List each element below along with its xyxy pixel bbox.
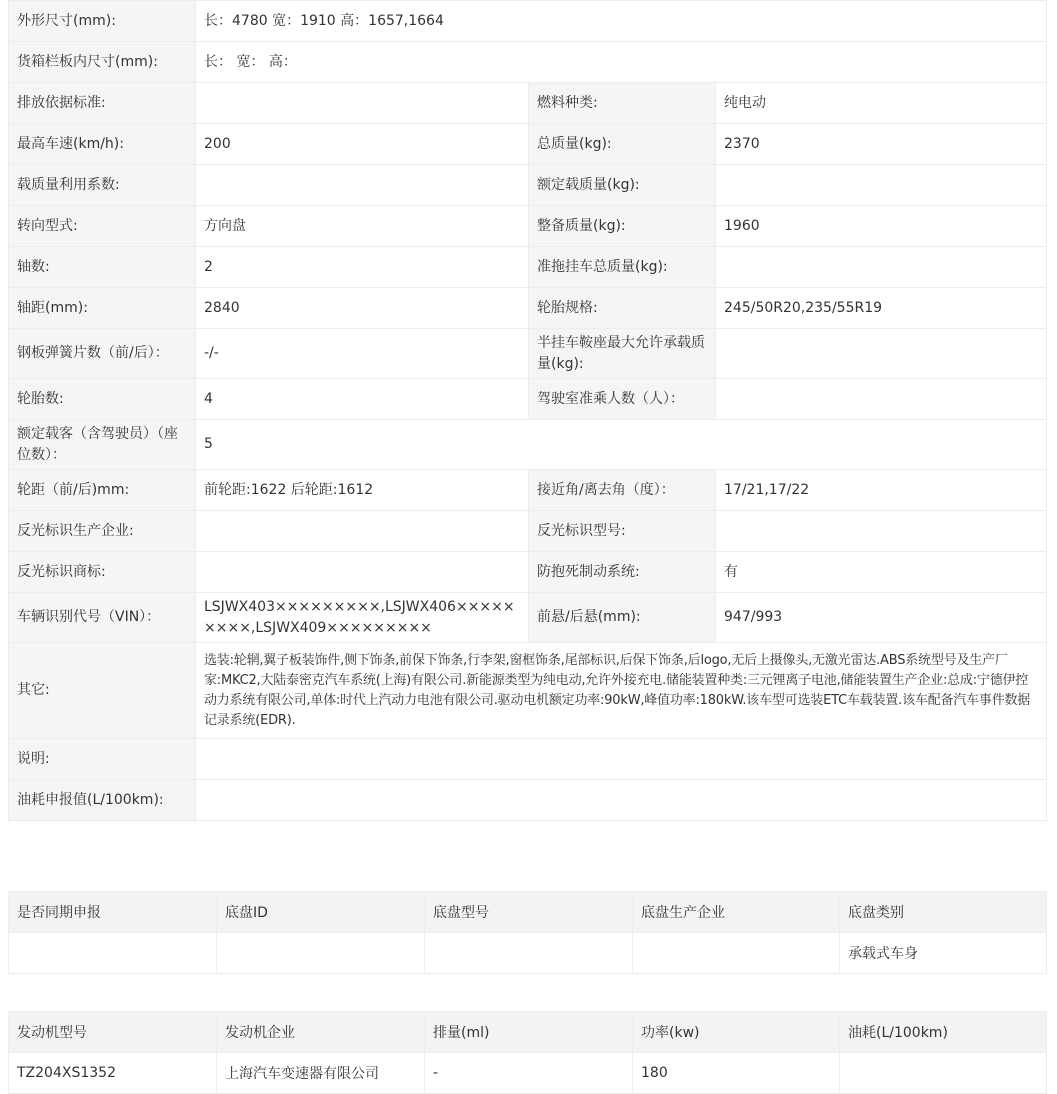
chassis-header: 底盘生产企业 xyxy=(633,892,840,933)
angles-value: 17/21,17/22 xyxy=(716,470,1047,511)
dimensions-label: 外形尺寸(mm): xyxy=(9,1,196,42)
table-cell: 承载式车身 xyxy=(840,933,1047,974)
spec-row xyxy=(9,593,1047,643)
table-cell xyxy=(425,933,633,974)
engine-header: 功率(kw) xyxy=(633,1012,840,1053)
engine-header: 油耗(L/100km) xyxy=(840,1012,1047,1053)
engine-table xyxy=(8,1011,1047,1094)
passengers-label: 额定载客（含驾驶员）（座位数）： xyxy=(9,420,196,470)
spec-row xyxy=(9,470,1047,511)
leaf-springs-label: 钢板弹簧片数（前/后）： xyxy=(9,329,196,379)
spec-row xyxy=(9,780,1047,821)
load-coeff-label: 载质量利用系数: xyxy=(9,165,196,206)
chassis-header: 底盘类别 xyxy=(840,892,1047,933)
cargo-value: 长： 宽： 高： xyxy=(196,42,1047,83)
fuel-label: 燃料种类: xyxy=(529,83,716,124)
spec-row xyxy=(9,739,1047,780)
table-cell xyxy=(633,933,840,974)
spec-row xyxy=(9,1,1047,42)
table-cell xyxy=(9,933,217,974)
spec-row xyxy=(9,206,1047,247)
steering-value: 方向盘 xyxy=(196,206,529,247)
total-mass-label: 总质量(kg): xyxy=(529,124,716,165)
cab-seats-label: 驾驶室准乘人数（人）： xyxy=(529,379,716,420)
fifth-wheel-value xyxy=(716,329,1047,379)
spec-row xyxy=(9,288,1047,329)
curb-mass-value: 1960 xyxy=(716,206,1047,247)
emission-label: 排放依据标准: xyxy=(9,83,196,124)
reflector-maker-label: 反光标识生产企业: xyxy=(9,511,196,552)
vin-label: 车辆识别代号（VIN）： xyxy=(9,593,196,643)
spec-row xyxy=(9,165,1047,206)
curb-mass-label: 整备质量(kg): xyxy=(529,206,716,247)
table-header-row xyxy=(9,892,1047,933)
vehicle-spec-table xyxy=(8,0,1047,821)
note-value xyxy=(196,739,1047,780)
reflector-model-label: 反光标识型号: xyxy=(529,511,716,552)
max-speed-value: 200 xyxy=(196,124,529,165)
spec-row xyxy=(9,379,1047,420)
chassis-header: 是否同期申报 xyxy=(9,892,217,933)
engine-header: 排量(ml) xyxy=(425,1012,633,1053)
spec-row xyxy=(9,552,1047,593)
total-mass-value: 2370 xyxy=(716,124,1047,165)
table-cell: 180 xyxy=(633,1053,840,1094)
abs-value: 有 xyxy=(716,552,1047,593)
table-cell: - xyxy=(425,1053,633,1094)
wheelbase-value: 2840 xyxy=(196,288,529,329)
table-cell xyxy=(217,933,425,974)
tire-count-label: 轮胎数: xyxy=(9,379,196,420)
tire-spec-label: 轮胎规格: xyxy=(529,288,716,329)
rated-load-label: 额定载质量(kg): xyxy=(529,165,716,206)
rated-load-value xyxy=(716,165,1047,206)
spec-row xyxy=(9,329,1047,379)
table-cell: TZ204XS1352 xyxy=(9,1053,217,1094)
overhang-label: 前悬/后悬(mm): xyxy=(529,593,716,643)
emission-value xyxy=(196,83,529,124)
spec-row xyxy=(9,247,1047,288)
spec-row xyxy=(9,643,1047,739)
engine-header: 发动机型号 xyxy=(9,1012,217,1053)
spec-row xyxy=(9,124,1047,165)
chassis-table xyxy=(8,891,1047,974)
trailer-mass-value xyxy=(716,247,1047,288)
dimensions-value: 长：4780 宽：1910 高：1657,1664 xyxy=(196,1,1047,42)
tire-count-value: 4 xyxy=(196,379,529,420)
spec-row xyxy=(9,42,1047,83)
table-cell: 上海汽车变速器有限公司 xyxy=(217,1053,425,1094)
track-value: 前轮距:1622 后轮距:1612 xyxy=(196,470,529,511)
fuel-consumption-label: 油耗申报值(L/100km): xyxy=(9,780,196,821)
table-row xyxy=(9,933,1047,974)
chassis-header: 底盘ID xyxy=(217,892,425,933)
spec-row xyxy=(9,83,1047,124)
engine-header: 发动机企业 xyxy=(217,1012,425,1053)
chassis-header: 底盘型号 xyxy=(425,892,633,933)
reflector-brand-value xyxy=(196,552,529,593)
note-label: 说明: xyxy=(9,739,196,780)
tire-spec-value: 245/50R20,235/55R19 xyxy=(716,288,1047,329)
steering-label: 转向型式: xyxy=(9,206,196,247)
reflector-maker-value xyxy=(196,511,529,552)
cab-seats-value xyxy=(716,379,1047,420)
cargo-label: 货箱栏板内尺寸(mm): xyxy=(9,42,196,83)
trailer-mass-label: 准拖挂车总质量(kg): xyxy=(529,247,716,288)
overhang-value: 947/993 xyxy=(716,593,1047,643)
other-label: 其它: xyxy=(9,643,196,739)
passengers-value: 5 xyxy=(196,420,1047,470)
leaf-springs-value: -/- xyxy=(196,329,529,379)
load-coeff-value xyxy=(196,165,529,206)
axles-label: 轴数: xyxy=(9,247,196,288)
abs-label: 防抱死制动系统: xyxy=(529,552,716,593)
fuel-consumption-value xyxy=(196,780,1047,821)
table-cell xyxy=(840,1053,1047,1094)
wheelbase-label: 轴距(mm): xyxy=(9,288,196,329)
axles-value: 2 xyxy=(196,247,529,288)
reflector-model-value xyxy=(716,511,1047,552)
track-label: 轮距（前/后)mm: xyxy=(9,470,196,511)
max-speed-label: 最高车速(km/h): xyxy=(9,124,196,165)
vin-value: LSJWX403×××××××××,LSJWX406×××××××××,LSJWX409××××××××× xyxy=(196,593,529,643)
spec-row xyxy=(9,511,1047,552)
table-row xyxy=(9,1053,1047,1094)
spec-row xyxy=(9,420,1047,470)
fuel-value: 纯电动 xyxy=(716,83,1047,124)
fifth-wheel-label: 半挂车鞍座最大允许承载质量(kg): xyxy=(529,329,716,379)
angles-label: 接近角/离去角（度）： xyxy=(529,470,716,511)
table-header-row xyxy=(9,1012,1047,1053)
reflector-brand-label: 反光标识商标: xyxy=(9,552,196,593)
other-value: 选装:轮辋,翼子板装饰件,侧下饰条,前保下饰条,行李架,窗框饰条,尾部标识,后保下饰条,后logo,无后上摄像头,无激光雷达.ABS系统型号及生产厂家:MKC2,大陆泰密克汽车系统(上海)有限公司.新能源类型为纯电动,允许外接充电.储能装置种类:三元锂离子电池,储能装置生产企业:总成:宁德伊控动力系统有限公司,单体:时代上汽动力电池有限公司.驱动电机额定功率:90kW,峰值功率:180kW.该车型可选装ETC车载装置.该车配备汽车事件数据记录系统(EDR). xyxy=(196,643,1047,739)
